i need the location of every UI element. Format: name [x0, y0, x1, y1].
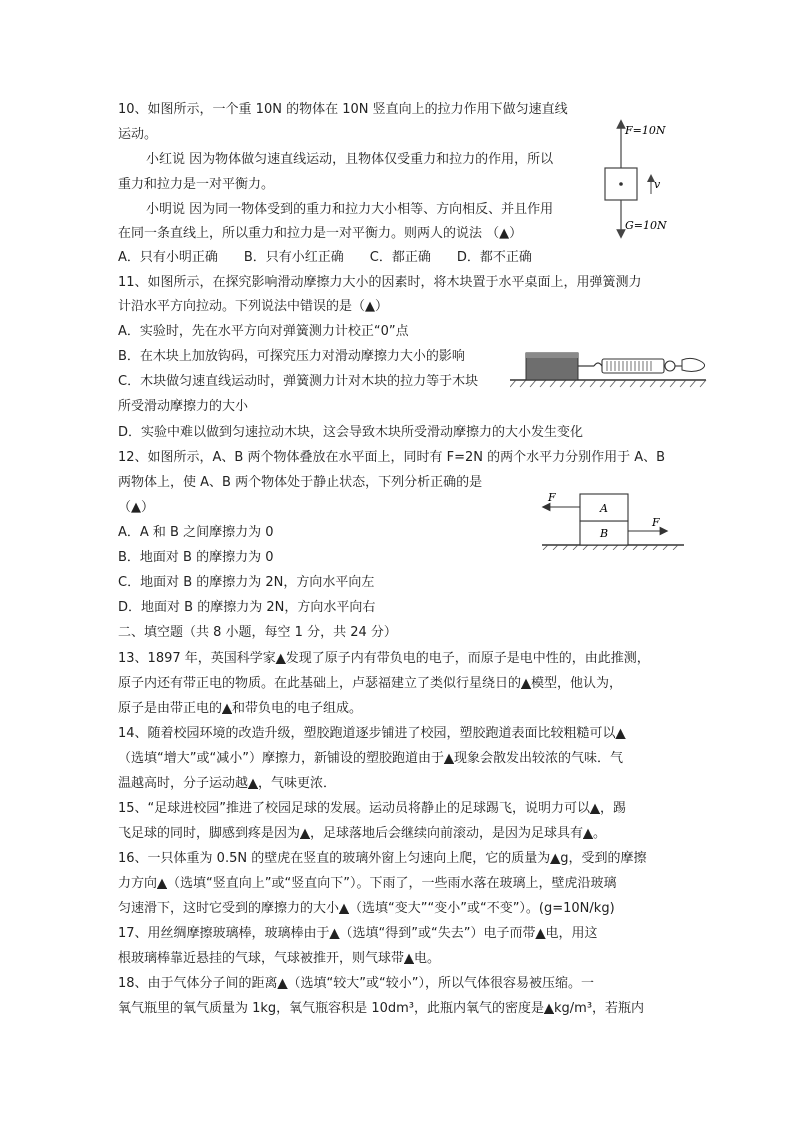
q15-blank-3: ▲	[583, 826, 594, 841]
q14-blank-1: ▲	[615, 726, 626, 741]
q17-text: 根玻璃棒靠近悬挂的气球，气球被推开，则气球带	[118, 951, 405, 966]
q13-text: 原子内还有带正电的物质。在此基础上，卢瑟福建立了类似行星绕日的	[118, 676, 522, 691]
q16-blank-2: ▲	[157, 876, 168, 891]
q17-line2	[118, 950, 440, 968]
q12-option-a: A．A 和 B 之间摩擦力为 0	[118, 525, 274, 540]
q10-line4: 重力和拉力是一对平衡力。	[118, 177, 275, 192]
q12-option-c: C．地面对 B 的摩擦力为 2N，方向水平向左	[118, 575, 375, 590]
label-f: F=10N	[625, 124, 666, 137]
q10-line2: 运动。	[118, 127, 158, 142]
q15-text: 。	[593, 826, 607, 841]
q12-stacked-blocks-diagram	[538, 488, 688, 550]
q12-line3: （▲）	[118, 500, 154, 515]
q15-line2	[118, 825, 606, 843]
q13-line2	[118, 675, 622, 693]
hand-icon	[682, 358, 705, 371]
q14-line3	[118, 775, 336, 793]
label-a: A	[600, 502, 608, 515]
section-2-heading: 二、填空题（共 8 小题，每空 1 分，共 24 分）	[118, 625, 397, 640]
q16-blank-1: ▲	[550, 851, 561, 866]
q15-text: ，足球落地后会继续向前滚动，是因为足球具有	[310, 826, 584, 841]
q16-blank-3: ▲	[339, 901, 350, 916]
label-b: B	[600, 527, 609, 540]
q15-line1	[118, 800, 626, 818]
q16-text: （选填“竖直向上”或“竖直向下”）。下雨了，一些雨水落在玻璃上，壁虎沿玻璃	[167, 876, 617, 891]
q13-blank-2: ▲	[521, 676, 532, 691]
label-f-right: F	[652, 516, 660, 529]
q17-text: 电，用这	[545, 926, 598, 941]
q15-blank-1: ▲	[590, 801, 601, 816]
q12-line2: 两物体上，使 A、B 两个物体处于静止状态，下列分析正确的是	[118, 475, 483, 490]
q16-text: g，受到的摩擦	[560, 851, 647, 866]
q13-text: 和带负电的电子组成。	[232, 701, 363, 716]
q12-option-d: D．地面对 B 的摩擦力为 2N，方向水平向右	[118, 600, 376, 615]
table-hatch	[510, 380, 706, 387]
q17-text: 电。	[414, 951, 441, 966]
q10-line3: 小红说 因为物体做匀速直线运动，且物体仅受重力和拉力的作用，所以	[146, 152, 554, 167]
q14-text: 现象会散发出较浓的气味．气	[453, 751, 623, 766]
q13-blank-3: ▲	[222, 701, 233, 716]
label-g: G=10N	[625, 219, 667, 232]
q14-blank-3: ▲	[248, 776, 259, 791]
q10-options: A．只有小明正确 B．只有小红正确 C．都正确 D．都不正确	[118, 250, 532, 265]
q10-line6: 在同一条直线上，所以重力和拉力是一对平衡力。则两人的说法 （▲）	[118, 226, 523, 241]
q15-text: ，踢	[600, 801, 627, 816]
scale-hook	[594, 363, 602, 366]
q14-blank-2: ▲	[443, 751, 454, 766]
q16-text: （选填“变大”“变小”或“不变”）。(g=10N/kg)	[349, 901, 615, 916]
q16-line3	[118, 900, 615, 918]
q17-blank-3: ▲	[404, 951, 415, 966]
q11-option-d: D．实验中难以做到匀速拉动木块，这会导致木块所受滑动摩擦力的大小发生变化	[118, 425, 584, 440]
q16-text: 力方向	[118, 876, 158, 891]
label-f-left: F	[548, 491, 556, 504]
q13-text: 13、1897 年，英国科学家	[118, 651, 276, 666]
q12-option-b: B．地面对 B 的摩擦力为 0	[118, 550, 274, 565]
q11-option-a: A．实验时，先在水平方向对弹簧测力计校正“0”点	[118, 324, 409, 339]
scale-ring	[665, 361, 675, 371]
q15-blank-2: ▲	[300, 826, 311, 841]
q17-line1	[118, 925, 598, 943]
q18-text: 18、由于气体分子间的距离	[118, 976, 278, 991]
q17-blank-2: ▲	[535, 926, 546, 941]
q16-text: 匀速滑下，这时它受到的摩擦力的大小	[118, 901, 340, 916]
q12-line1: 12、如图所示，A、B 两个物体叠放在水平面上，同时有 F=2N 的两个水平力分别作用于 A、B	[118, 450, 666, 465]
q10-line5: 小明说 因为同一物体受到的重力和拉力大小相等、方向相反、并且作用	[146, 202, 554, 217]
q10-force-diagram	[596, 116, 676, 240]
q14-text: 14、随着校园环境的改造升级，塑胶跑道逐步铺进了校园，塑胶跑道表面比较粗糙可以	[118, 726, 616, 741]
q16-line2	[118, 875, 616, 893]
q18-text: （选填“较大”或“较小”），所以气体很容易被压缩。一	[287, 976, 594, 991]
q18-line2	[118, 1000, 644, 1018]
ground-hatch	[543, 545, 678, 550]
q11-option-c1: C．木块做匀速直线运动时，弹簧测力计对木块的拉力等于木块	[118, 374, 479, 389]
q15-text: 15、“足球进校园”推进了校园足球的发展。运动员将静止的足球踢飞，说明力可以	[118, 801, 591, 816]
q18-line1	[118, 975, 594, 993]
q11-option-b: B．在木块上加放钩码，可探究压力对滑动摩擦力大小的影响	[118, 349, 465, 364]
q14-text: （选填“增大”或“减小”）摩擦力，新铺设的塑胶跑道由于	[118, 751, 444, 766]
q18-text: 氧气瓶里的氧气质量为 1kg，氧气瓶容积是 10dm³，此瓶内氧气的密度是	[118, 1001, 544, 1016]
q13-line3	[118, 700, 362, 718]
center-point	[619, 182, 623, 186]
q15-text: 飞足球的同时，脚感到疼是因为	[118, 826, 301, 841]
q11-friction-diagram	[510, 340, 710, 390]
q18-blank-1: ▲	[277, 976, 288, 991]
label-v: v	[654, 178, 661, 191]
q11-line1: 11、如图所示，在探究影响滑动摩擦力大小的因素时，将木块置于水平桌面上，用弹簧测力	[118, 275, 642, 290]
q17-text: 17、用丝绸摩擦玻璃棒，玻璃棒由于	[118, 926, 330, 941]
q10-line1: 10、如图所示，一个重 10N 的物体在 10N 竖直向上的拉力作用下做匀速直线	[118, 102, 568, 117]
q17-blank-1: ▲	[329, 926, 340, 941]
q13-line1	[118, 650, 650, 668]
q16-text: 16、一只体重为 0.5N 的壁虎在竖直的玻璃外窗上匀速向上爬，它的质量为	[118, 851, 551, 866]
q14-text: 温越高时，分子运动越	[118, 776, 249, 791]
q13-text: 原子是由带正电的	[118, 701, 223, 716]
q11-line2: 计沿水平方向拉动。下列说法中错误的是（▲）	[118, 299, 388, 314]
q13-blank-1: ▲	[275, 651, 286, 666]
q11-option-c2: 所受滑动摩擦力的大小	[118, 399, 249, 414]
q17-text: （选填“得到”或“失去”）电子而带	[339, 926, 536, 941]
q16-line1	[118, 850, 646, 868]
q18-blank-2: ▲	[544, 1001, 554, 1016]
q13-text: 发现了原子内有带负电的电子，而原子是电中性的，由此推测，	[285, 651, 650, 666]
q14-line1	[118, 725, 626, 743]
block-top	[526, 353, 578, 358]
q18-text: kg/m³，若瓶内	[554, 1001, 645, 1016]
q13-text: 模型，他认为，	[531, 676, 623, 691]
q14-text: ，气味更浓．	[258, 776, 337, 791]
q14-line2	[118, 750, 623, 768]
